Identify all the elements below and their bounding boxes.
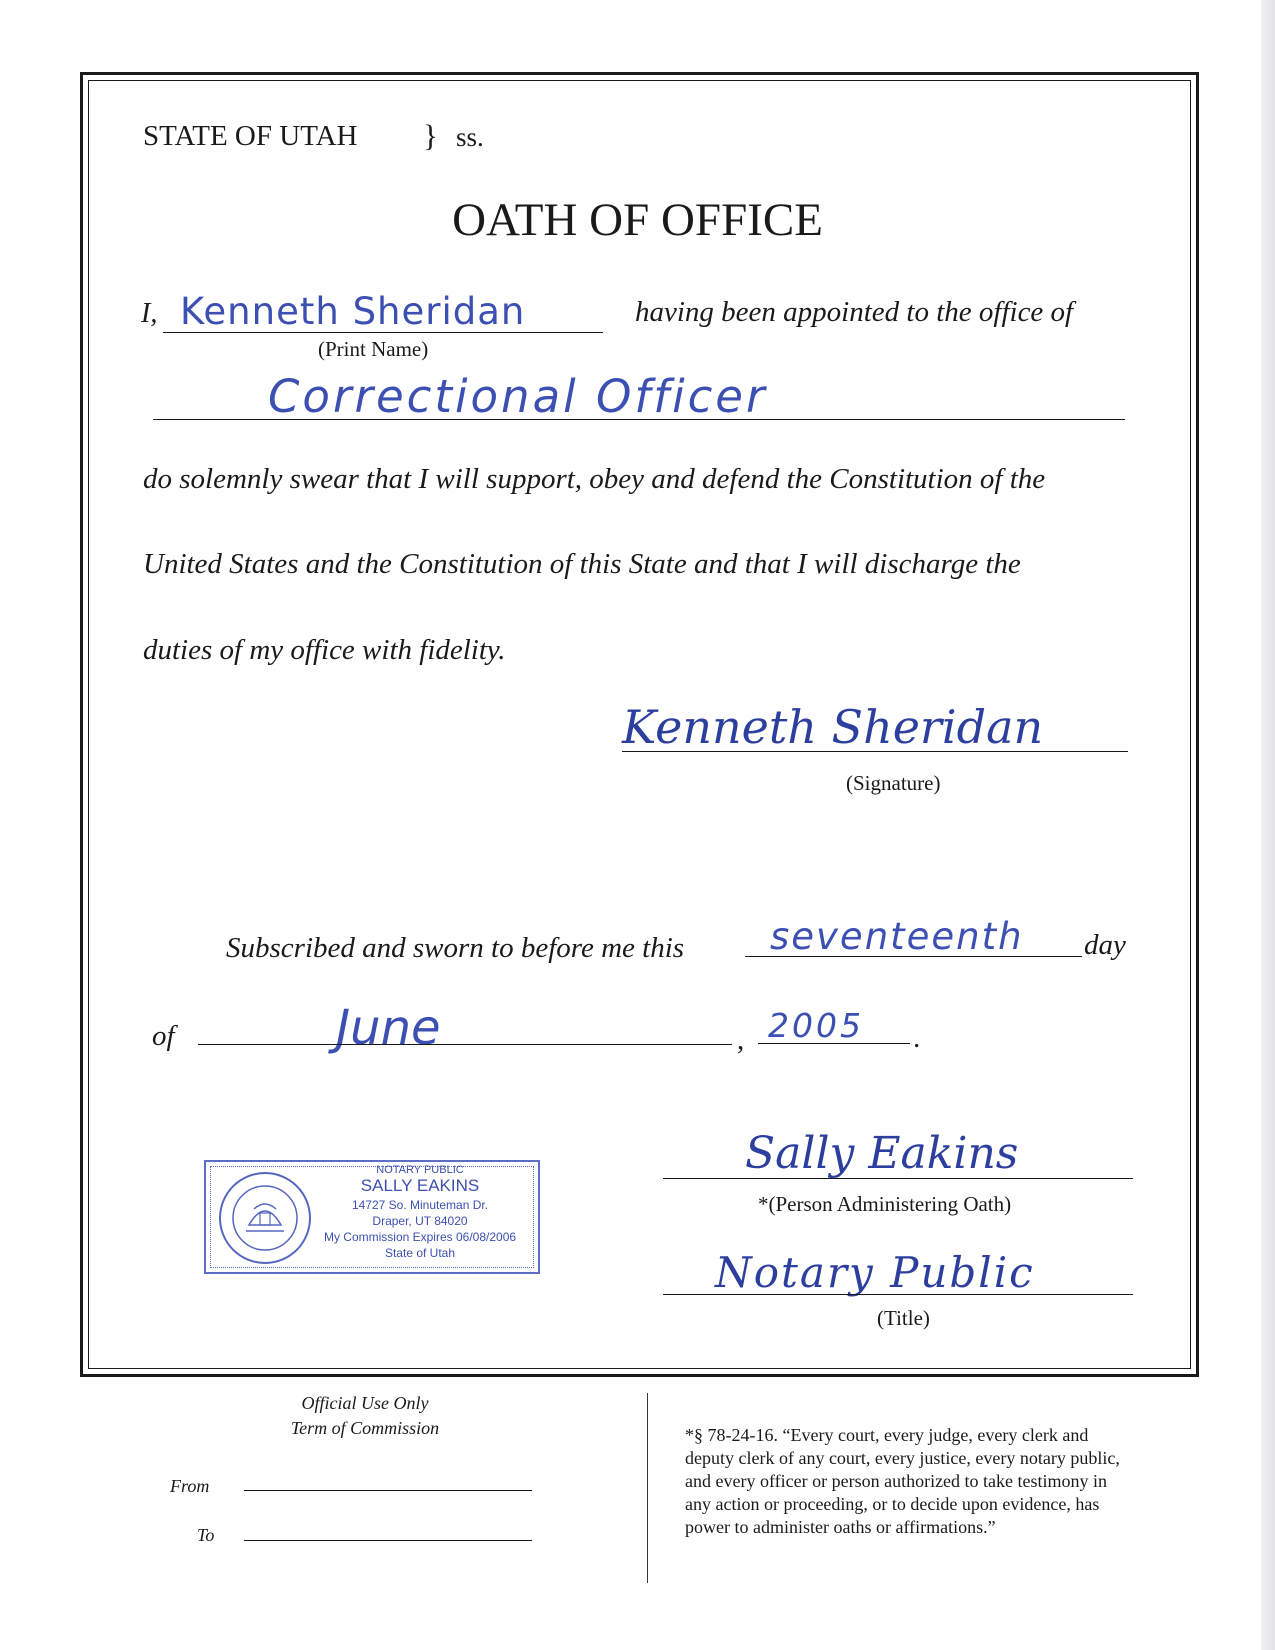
date-period: .: [913, 1022, 921, 1054]
stamp-line-2: SALLY EAKINS: [360, 1176, 480, 1195]
year-field[interactable]: 2005: [768, 1006, 864, 1045]
venue-ss: ss.: [456, 122, 484, 152]
appointed-text: having been appointed to the office of: [635, 296, 1074, 328]
from-label: From: [170, 1476, 210, 1496]
from-line[interactable]: [244, 1490, 532, 1491]
day-line: [745, 956, 1082, 957]
day-field[interactable]: seventeenth: [770, 915, 1024, 958]
administering-signature-field[interactable]: Sally Eakins: [745, 1128, 1019, 1179]
stamp-line-5: My Commission Expires 06/08/2006: [323, 1230, 517, 1244]
of-label: of: [152, 1020, 175, 1052]
to-line[interactable]: [244, 1540, 532, 1541]
administering-caption: *(Person Administering Oath): [758, 1192, 1012, 1216]
day-label: day: [1084, 929, 1126, 961]
date-comma: ,: [737, 1024, 745, 1056]
statute-line-5: power to administer oaths or affirmations.”: [685, 1517, 996, 1537]
venue-brace: }: [423, 118, 438, 153]
state-seal-icon: [216, 1169, 314, 1267]
document-title: OATH OF OFFICE: [452, 194, 823, 246]
print-name-caption: (Print Name): [318, 337, 429, 361]
to-label: To: [197, 1525, 215, 1545]
print-name-field[interactable]: Kenneth Sheridan: [180, 290, 526, 333]
title-line: [663, 1294, 1133, 1295]
oath-line-3: duties of my office with fidelity.: [143, 634, 506, 666]
oath-line-2: United States and the Constitution of this State and that I will discharge the: [143, 548, 1021, 580]
stamp-line-6: State of Utah: [384, 1246, 456, 1260]
month-field[interactable]: June: [336, 1000, 441, 1056]
statute-note: [685, 1424, 1120, 1539]
signature-line: [622, 751, 1128, 752]
footer-divider: [647, 1393, 648, 1583]
statute-line-3: and every officer or person authorized to take testimony in: [685, 1471, 1108, 1491]
print-name-line: [163, 332, 603, 333]
title-caption: (Title): [877, 1306, 930, 1330]
official-use-heading: Official Use Only: [301, 1393, 429, 1413]
stamp-line-4: Draper, UT 84020: [372, 1214, 468, 1228]
administering-line: [663, 1178, 1133, 1179]
signature-caption: (Signature): [846, 771, 941, 795]
stamp-line-1: NOTARY PUBLIC: [376, 1164, 464, 1176]
page-edge: [1261, 0, 1275, 1650]
title-field[interactable]: Notary Public: [715, 1248, 1035, 1297]
statute-line-2: deputy clerk of any court, every justice, every notary public,: [685, 1448, 1120, 1468]
state-heading: STATE OF UTAH: [143, 120, 358, 152]
statute-line-4: any action or proceeding, or to decide upon evidence, has: [685, 1494, 1100, 1514]
oath-prefix: I,: [141, 298, 158, 329]
signature-field[interactable]: Kenneth Sheridan: [622, 700, 1044, 754]
month-line: [198, 1044, 732, 1045]
office-field[interactable]: Correctional Officer: [268, 370, 768, 423]
stamp-line-3: 14727 So. Minuteman Dr.: [351, 1198, 489, 1212]
subscribed-text: Subscribed and sworn to before me this: [226, 932, 685, 964]
statute-line-1: *§ 78-24-16. “Every court, every judge, every clerk and: [685, 1425, 1089, 1445]
office-line: [153, 419, 1125, 420]
term-of-commission-heading: Term of Commission: [290, 1418, 440, 1438]
oath-line-1: do solemnly swear that I will support, obey and defend the Constitution of the: [143, 463, 1046, 495]
notary-stamp: [204, 1160, 540, 1274]
year-line: [758, 1043, 910, 1044]
